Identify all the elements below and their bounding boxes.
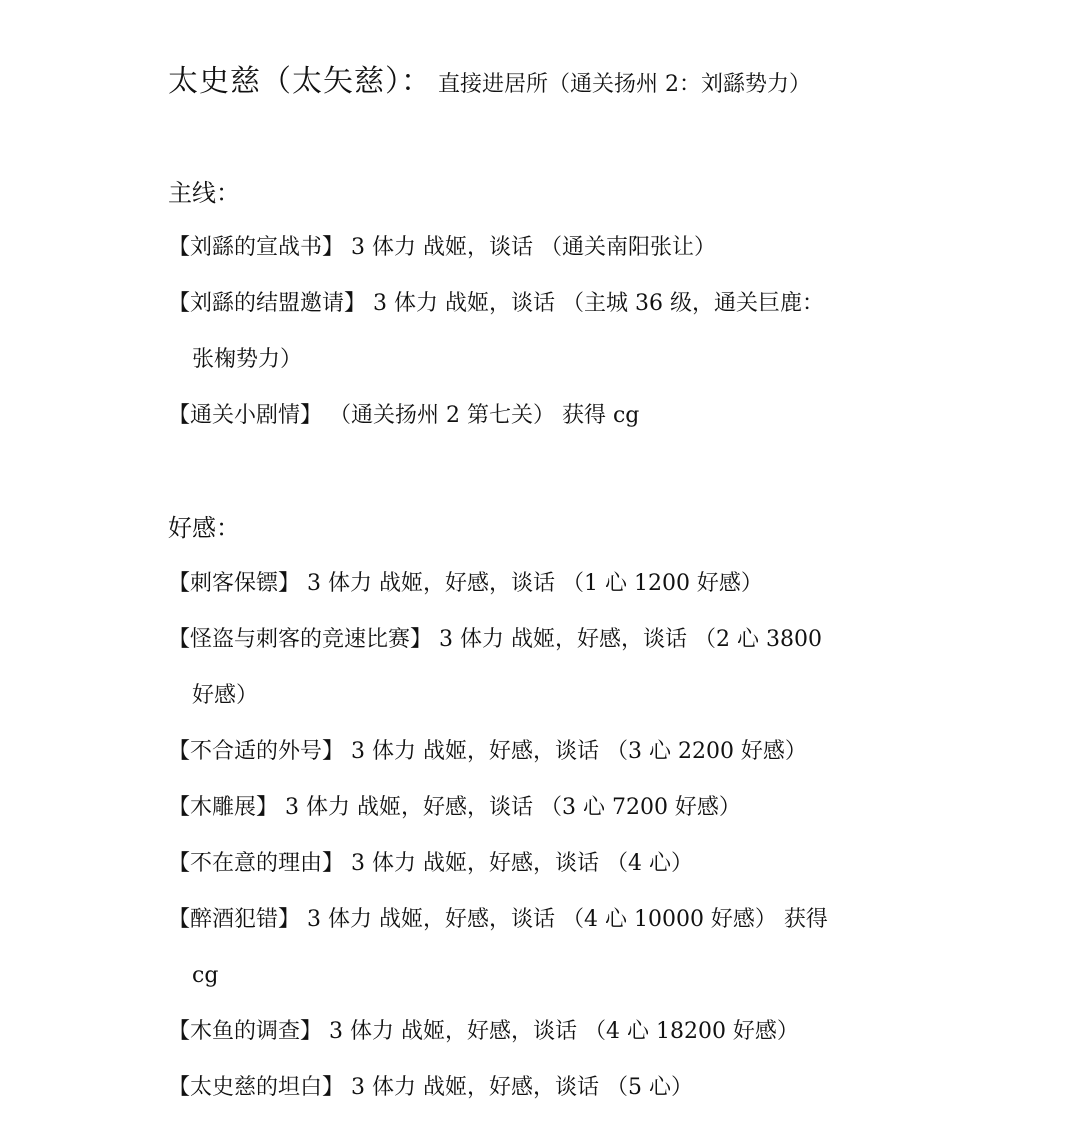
entry-line-continued: cg bbox=[192, 963, 219, 988]
affection-entry bbox=[168, 724, 928, 780]
unlock-condition: 直接进居所（通关扬州 2：刘繇势力） bbox=[438, 72, 811, 97]
entry-line-continued: 张椈势力） bbox=[192, 347, 303, 372]
affection-heading: 好感： bbox=[168, 514, 240, 542]
affection-entry bbox=[168, 836, 928, 892]
entry-line: 【太史慈的坦白】 3 体力 战姬，好感，谈话 （5 心） bbox=[168, 1075, 693, 1100]
entry-line: 【怪盗与刺客的竞速比赛】 3 体力 战姬，好感，谈话 （2 心 3800 bbox=[168, 627, 822, 652]
character-name: 太史慈（太矢慈）： bbox=[168, 64, 432, 99]
affection-entry bbox=[168, 612, 928, 724]
affection-entry bbox=[168, 556, 928, 612]
main-entry bbox=[168, 220, 928, 276]
main-entry bbox=[168, 276, 928, 388]
entry-line: 【通关小剧情】 （通关扬州 2 第七关） 获得 cg bbox=[168, 403, 640, 428]
main-entry bbox=[168, 388, 928, 444]
entry-line: 【刺客保镖】 3 体力 战姬，好感，谈话 （1 心 1200 好感） bbox=[168, 571, 763, 596]
affection-entry bbox=[168, 780, 928, 836]
entry-line: 【不在意的理由】 3 体力 战姬，好感，谈话 （4 心） bbox=[168, 851, 693, 876]
entry-line: 【木雕展】 3 体力 战姬，好感，谈话 （3 心 7200 好感） bbox=[168, 795, 741, 820]
document-title bbox=[168, 60, 811, 108]
entry-line: 【醉酒犯错】 3 体力 战姬，好感，谈话 （4 心 10000 好感） 获得 bbox=[168, 907, 828, 932]
entry-line-continued: 好感） bbox=[192, 683, 259, 708]
affection-entry bbox=[168, 892, 928, 1004]
entry-line: 【不合适的外号】 3 体力 战姬，好感，谈话 （3 心 2200 好感） bbox=[168, 739, 807, 764]
affection-entry bbox=[168, 1004, 928, 1060]
affection-entry bbox=[168, 1060, 928, 1116]
entry-line: 【刘繇的结盟邀请】 3 体力 战姬，谈话 （主城 36 级，通关巨鹿： bbox=[168, 291, 824, 316]
entry-line: 【刘繇的宣战书】 3 体力 战姬，谈话 （通关南阳张让） bbox=[168, 235, 716, 260]
main-story-heading: 主线： bbox=[168, 179, 240, 207]
entry-line: 【木鱼的调查】 3 体力 战姬，好感，谈话 （4 心 18200 好感） bbox=[168, 1019, 799, 1044]
